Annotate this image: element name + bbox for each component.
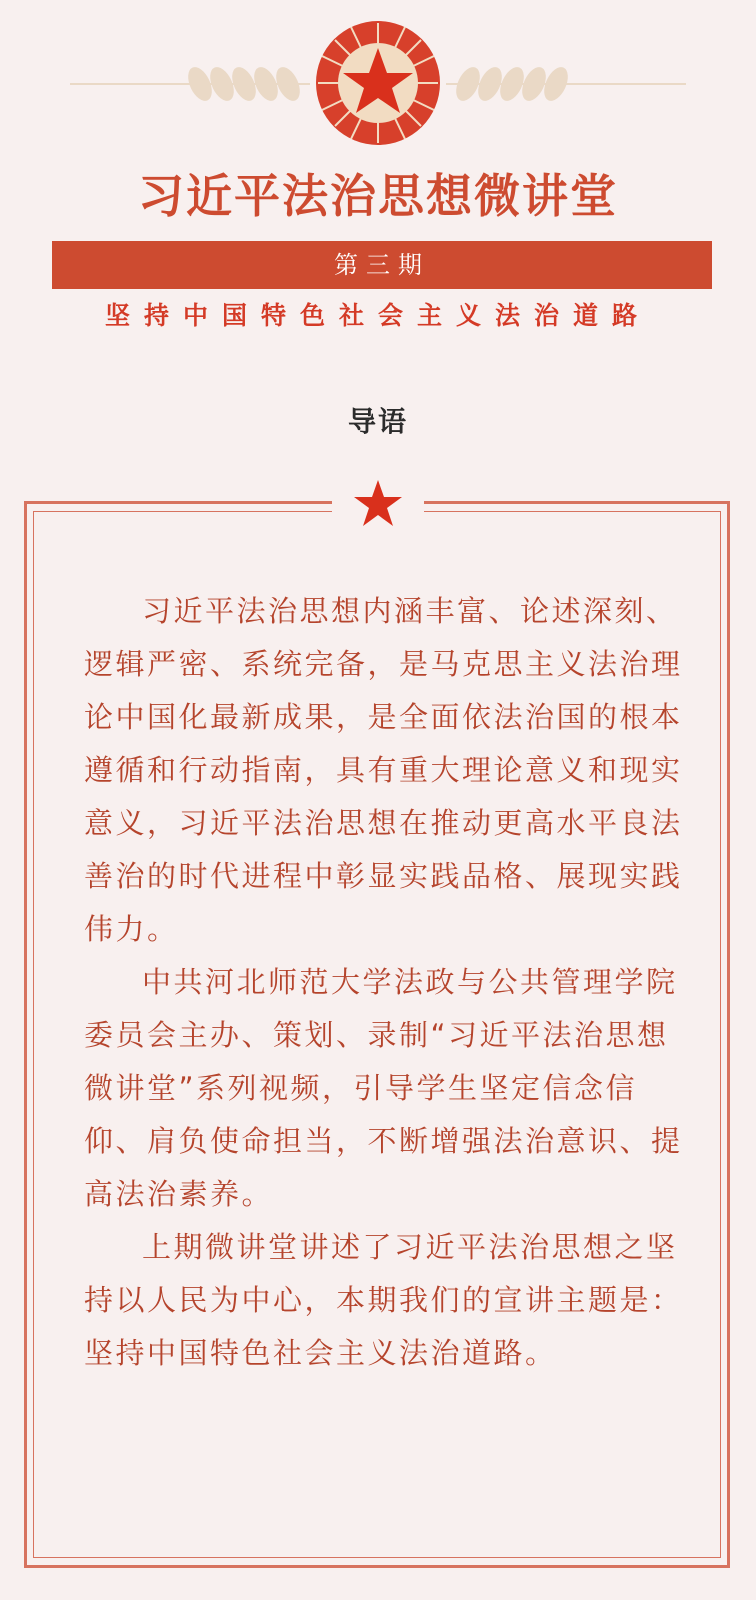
header-emblem xyxy=(0,18,756,148)
intro-paragraph: 习近平法治思想内涵丰富、论述深刻、逻辑严密、系统完备，是马克思主义法治理论中国化最新成果，是全面依法治国的根本遵循和行动指南，具有重大理论意义和现实意义，习近平法治思想在推动更高水平良法善治的时代进程中彰显实践品格、展现实践伟力。 xyxy=(84,594,683,946)
intro-paragraph: 中共河北师范大学法政与公共管理学院委员会主办、策划、录制“习近平法治思想微讲堂”系列视频，引导学生坚定信念信仰、肩负使命担当，不断增强法治意识、提高法治素养。 xyxy=(84,965,683,1211)
intro-paragraph: 上期微讲堂讲述了习近平法治思想之坚持以人民为中心，本期我们的宣讲主题是：坚持中国特色社会主义法治道路。 xyxy=(84,1230,683,1370)
page-subtitle: 坚持中国特色社会主义法治道路 xyxy=(104,301,651,330)
page-title: 习近平法治思想微讲堂 xyxy=(138,169,618,223)
wheat-right-icon xyxy=(426,18,686,148)
frame-star-icon xyxy=(352,478,404,528)
intro-body xyxy=(84,585,684,1380)
intro-heading: 导语 xyxy=(347,405,408,438)
issue-banner: 第三期 xyxy=(52,241,712,289)
emblem-star-icon xyxy=(313,18,443,148)
wheat-left-icon xyxy=(70,18,330,148)
